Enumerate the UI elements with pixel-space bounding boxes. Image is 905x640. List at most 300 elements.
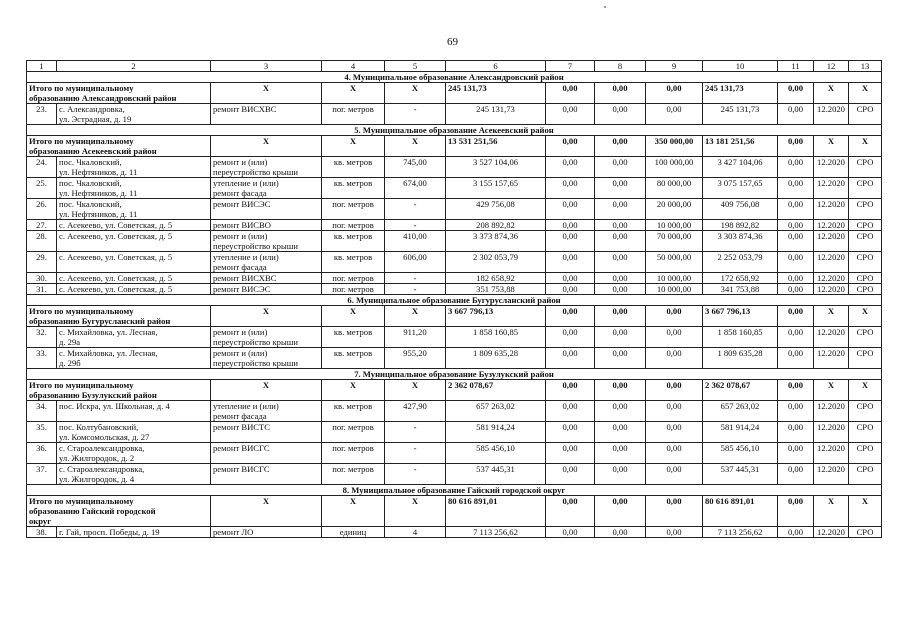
- fund-cell: 0,00: [546, 348, 595, 369]
- work-type-cell: ремонт ВИСГС: [211, 464, 322, 485]
- fund-cell: 0,00: [546, 443, 595, 464]
- owners-funds-cell: 80 616 891,01: [703, 496, 778, 527]
- address-cell: пос. Колтубановский, ул. Комсомольская, д. 27: [57, 422, 211, 443]
- work-type-cell: ремонт ЛО: [211, 527, 322, 538]
- section-title: 5. Муниципальное образование Асекеевский район: [27, 125, 882, 136]
- other-cell: 0,00: [778, 83, 814, 104]
- table-row: [27, 284, 882, 295]
- owners-funds-cell: 2 252 053,79: [703, 252, 778, 273]
- local-budget-cell: 0,00: [646, 496, 703, 527]
- work-type-cell: X: [211, 496, 322, 527]
- other-cell: 0,00: [778, 464, 814, 485]
- deadline-cell: X: [814, 380, 849, 401]
- budget-cell: 0,00: [595, 443, 646, 464]
- column-number-6: 6: [446, 61, 546, 72]
- table-body: [27, 72, 882, 538]
- column-number-12: 12: [814, 61, 849, 72]
- fund-cell: 0,00: [546, 306, 595, 327]
- volume-cell: -: [385, 220, 446, 231]
- row-number: 24.: [27, 157, 57, 178]
- volume-cell: 911,20: [385, 327, 446, 348]
- other-cell: 0,00: [778, 252, 814, 273]
- table-row: [27, 157, 882, 178]
- budget-cell: 0,00: [595, 104, 646, 125]
- budget-cell: 0,00: [595, 273, 646, 284]
- budget-cell: 0,00: [595, 496, 646, 527]
- cost-total-cell: 245 131,73: [446, 83, 546, 104]
- work-type-cell: ремонт ВИСЭС: [211, 199, 322, 220]
- deadline-cell: X: [814, 306, 849, 327]
- local-budget-cell: 0,00: [646, 443, 703, 464]
- unit-cell: кв. метров: [322, 401, 385, 422]
- volume-cell: -: [385, 284, 446, 295]
- deadline-cell: 12.2020: [814, 348, 849, 369]
- cost-total-cell: 581 914,24: [446, 422, 546, 443]
- method-cell: СРО: [849, 220, 882, 231]
- unit-cell: пог. метров: [322, 464, 385, 485]
- method-cell: СРО: [849, 104, 882, 125]
- address-cell: пос. Чкаловский, ул. Нефтяников, д. 11: [57, 199, 211, 220]
- local-budget-cell: 10 000,00: [646, 220, 703, 231]
- cost-total-cell: 3 527 104,06: [446, 157, 546, 178]
- unit-cell: кв. метров: [322, 157, 385, 178]
- method-cell: СРО: [849, 327, 882, 348]
- work-type-cell: ремонт ВИСГС: [211, 443, 322, 464]
- fund-cell: 0,00: [546, 104, 595, 125]
- method-cell: СРО: [849, 348, 882, 369]
- row-number: 33.: [27, 348, 57, 369]
- unit-cell: кв. метров: [322, 252, 385, 273]
- table-row: [27, 220, 882, 231]
- deadline-cell: 12.2020: [814, 464, 849, 485]
- row-number: 23.: [27, 104, 57, 125]
- address-cell: пос. Искра, ул. Школьная, д. 4: [57, 401, 211, 422]
- address-cell: с. Староалександровка, ул. Жилгородок, д. 4: [57, 464, 211, 485]
- section-header-row: [27, 485, 882, 496]
- cost-total-cell: 429 756,08: [446, 199, 546, 220]
- row-number: 38.: [27, 527, 57, 538]
- method-cell: СРО: [849, 527, 882, 538]
- budget-cell: 0,00: [595, 527, 646, 538]
- work-type-cell: X: [211, 380, 322, 401]
- owners-funds-cell: 657 263,02: [703, 401, 778, 422]
- volume-cell: -: [385, 199, 446, 220]
- deadline-cell: 12.2020: [814, 401, 849, 422]
- owners-funds-cell: 3 075 157,65: [703, 178, 778, 199]
- owners-funds-cell: 245 131,73: [703, 104, 778, 125]
- table-row: [27, 199, 882, 220]
- owners-funds-cell: 585 456,10: [703, 443, 778, 464]
- column-number-4: 4: [322, 61, 385, 72]
- section-header-row: [27, 369, 882, 380]
- work-type-cell: X: [211, 83, 322, 104]
- fund-cell: 0,00: [546, 380, 595, 401]
- other-cell: 0,00: [778, 327, 814, 348]
- other-cell: 0,00: [778, 443, 814, 464]
- fund-cell: 0,00: [546, 273, 595, 284]
- deadline-cell: 12.2020: [814, 443, 849, 464]
- address-cell: с. Михайловка, ул. Лесная, д. 29а: [57, 327, 211, 348]
- fund-cell: 0,00: [546, 422, 595, 443]
- cost-total-cell: 182 658,92: [446, 273, 546, 284]
- volume-cell: 745,00: [385, 157, 446, 178]
- other-cell: 0,00: [778, 422, 814, 443]
- table-row: [27, 464, 882, 485]
- fund-cell: 0,00: [546, 178, 595, 199]
- cost-total-cell: 537 445,31: [446, 464, 546, 485]
- section-title: 6. Муниципальное образование Бугурусланский район: [27, 295, 882, 306]
- method-cell: СРО: [849, 401, 882, 422]
- budget-cell: 0,00: [595, 83, 646, 104]
- address-cell: пос. Чкаловский, ул. Нефтяников, д. 11: [57, 178, 211, 199]
- fund-cell: 0,00: [546, 231, 595, 252]
- volume-cell: -: [385, 422, 446, 443]
- row-number: 28.: [27, 231, 57, 252]
- local-budget-cell: 0,00: [646, 327, 703, 348]
- work-type-cell: ремонт ВИСЭС: [211, 284, 322, 295]
- deadline-cell: 12.2020: [814, 422, 849, 443]
- budget-cell: 0,00: [595, 252, 646, 273]
- row-number: 32.: [27, 327, 57, 348]
- budget-cell: 0,00: [595, 220, 646, 231]
- method-cell: СРО: [849, 464, 882, 485]
- column-number-13: 13: [849, 61, 882, 72]
- work-type-cell: ремонт и (или) переустройство крыши: [211, 231, 322, 252]
- total-row: [27, 380, 882, 401]
- local-budget-cell: 0,00: [646, 306, 703, 327]
- other-cell: 0,00: [778, 104, 814, 125]
- fund-cell: 0,00: [546, 527, 595, 538]
- budget-cell: 0,00: [595, 231, 646, 252]
- unit-cell: пог. метров: [322, 104, 385, 125]
- total-label: Итого по муниципальному образованию Асекеевский район: [27, 136, 211, 157]
- budget-cell: 0,00: [595, 401, 646, 422]
- row-number: 36.: [27, 443, 57, 464]
- address-cell: пос. Чкаловский, ул. Нефтяников, д. 11: [57, 157, 211, 178]
- cost-total-cell: 657 263,02: [446, 401, 546, 422]
- unit-cell: пог. метров: [322, 443, 385, 464]
- row-number: 30.: [27, 273, 57, 284]
- local-budget-cell: 0,00: [646, 104, 703, 125]
- unit-cell: пог. метров: [322, 273, 385, 284]
- deadline-cell: 12.2020: [814, 284, 849, 295]
- fund-cell: 0,00: [546, 401, 595, 422]
- address-cell: с. Асекеево, ул. Советская, д. 5: [57, 284, 211, 295]
- cost-total-cell: 585 456,10: [446, 443, 546, 464]
- table-row: [27, 273, 882, 284]
- deadline-cell: 12.2020: [814, 327, 849, 348]
- method-cell: СРО: [849, 178, 882, 199]
- unit-cell: пог. метров: [322, 199, 385, 220]
- method-cell: СРО: [849, 231, 882, 252]
- total-row: [27, 136, 882, 157]
- column-number-7: 7: [546, 61, 595, 72]
- cost-total-cell: 13 531 251,56: [446, 136, 546, 157]
- budget-cell: 0,00: [595, 284, 646, 295]
- volume-cell: X: [385, 496, 446, 527]
- other-cell: 0,00: [778, 220, 814, 231]
- fund-cell: 0,00: [546, 464, 595, 485]
- method-cell: СРО: [849, 273, 882, 284]
- column-number-9: 9: [646, 61, 703, 72]
- fund-cell: 0,00: [546, 252, 595, 273]
- table-row: [27, 422, 882, 443]
- work-type-cell: утепление и (или) ремонт фасада: [211, 401, 322, 422]
- deadline-cell: 12.2020: [814, 273, 849, 284]
- local-budget-cell: 10 000,00: [646, 273, 703, 284]
- section-header-row: [27, 72, 882, 83]
- local-budget-cell: 20 000,00: [646, 199, 703, 220]
- local-budget-cell: 350 000,00: [646, 136, 703, 157]
- address-cell: с. Михайловка, ул. Лесная, д. 29б: [57, 348, 211, 369]
- volume-cell: 955,20: [385, 348, 446, 369]
- deadline-cell: 12.2020: [814, 157, 849, 178]
- method-cell: СРО: [849, 252, 882, 273]
- owners-funds-cell: 13 181 251,56: [703, 136, 778, 157]
- column-number-11: 11: [778, 61, 814, 72]
- table-row: [27, 527, 882, 538]
- method-cell: X: [849, 496, 882, 527]
- owners-funds-cell: 3 427 104,06: [703, 157, 778, 178]
- owners-funds-cell: 172 658,92: [703, 273, 778, 284]
- section-title: 7. Муниципальное образование Бузулукский район: [27, 369, 882, 380]
- volume-cell: X: [385, 380, 446, 401]
- fund-cell: 0,00: [546, 327, 595, 348]
- deadline-cell: 12.2020: [814, 199, 849, 220]
- budget-cell: 0,00: [595, 380, 646, 401]
- section-header-row: [27, 295, 882, 306]
- other-cell: 0,00: [778, 348, 814, 369]
- unit-cell: X: [322, 380, 385, 401]
- volume-cell: 4: [385, 527, 446, 538]
- work-type-cell: ремонт ВИСХВС: [211, 273, 322, 284]
- method-cell: СРО: [849, 199, 882, 220]
- column-number-row: [27, 61, 882, 72]
- scan-speck: [604, 6, 606, 8]
- other-cell: 0,00: [778, 380, 814, 401]
- other-cell: 0,00: [778, 231, 814, 252]
- column-number-8: 8: [595, 61, 646, 72]
- fund-cell: 0,00: [546, 220, 595, 231]
- local-budget-cell: 0,00: [646, 380, 703, 401]
- cost-total-cell: 7 113 256,62: [446, 527, 546, 538]
- other-cell: 0,00: [778, 496, 814, 527]
- section-title: 4. Муниципальное образование Александровский район: [27, 72, 882, 83]
- total-row: [27, 496, 882, 527]
- work-type-cell: ремонт ВИСВО: [211, 220, 322, 231]
- method-cell: СРО: [849, 284, 882, 295]
- table-row: [27, 178, 882, 199]
- unit-cell: пог. метров: [322, 422, 385, 443]
- total-label: Итого по муниципальному образованию Александровский район: [27, 83, 211, 104]
- total-row: [27, 306, 882, 327]
- work-type-cell: ремонт и (или) переустройство крыши: [211, 157, 322, 178]
- section-header-row: [27, 125, 882, 136]
- volume-cell: 410,00: [385, 231, 446, 252]
- local-budget-cell: 0,00: [646, 422, 703, 443]
- deadline-cell: 12.2020: [814, 252, 849, 273]
- column-number-1: 1: [27, 61, 57, 72]
- fund-cell: 0,00: [546, 136, 595, 157]
- volume-cell: X: [385, 306, 446, 327]
- row-number: 25.: [27, 178, 57, 199]
- unit-cell: X: [322, 136, 385, 157]
- cost-total-cell: 3 373 874,36: [446, 231, 546, 252]
- unit-cell: кв. метров: [322, 348, 385, 369]
- total-label: Итого по муниципальному образованию Бузулукский район: [27, 380, 211, 401]
- address-cell: с. Староалександровка, ул. Жилгородок, д. 2: [57, 443, 211, 464]
- local-budget-cell: 100 000,00: [646, 157, 703, 178]
- cost-total-cell: 2 302 053,79: [446, 252, 546, 273]
- cost-total-cell: 208 892,82: [446, 220, 546, 231]
- volume-cell: X: [385, 136, 446, 157]
- unit-cell: X: [322, 496, 385, 527]
- budget-cell: 0,00: [595, 306, 646, 327]
- deadline-cell: 12.2020: [814, 178, 849, 199]
- owners-funds-cell: 341 753,88: [703, 284, 778, 295]
- budget-cell: 0,00: [595, 464, 646, 485]
- owners-funds-cell: 3 303 874,36: [703, 231, 778, 252]
- method-cell: СРО: [849, 422, 882, 443]
- deadline-cell: X: [814, 496, 849, 527]
- table-row: [27, 104, 882, 125]
- other-cell: 0,00: [778, 199, 814, 220]
- method-cell: СРО: [849, 157, 882, 178]
- unit-cell: кв. метров: [322, 327, 385, 348]
- work-type-cell: ремонт ВИСТС: [211, 422, 322, 443]
- other-cell: 0,00: [778, 178, 814, 199]
- owners-funds-cell: 3 667 796,13: [703, 306, 778, 327]
- fund-cell: 0,00: [546, 199, 595, 220]
- unit-cell: пог. метров: [322, 220, 385, 231]
- local-budget-cell: 50 000,00: [646, 252, 703, 273]
- deadline-cell: 12.2020: [814, 527, 849, 538]
- row-number: 31.: [27, 284, 57, 295]
- row-number: 37.: [27, 464, 57, 485]
- other-cell: 0,00: [778, 136, 814, 157]
- other-cell: 0,00: [778, 527, 814, 538]
- column-number-3: 3: [211, 61, 322, 72]
- table-row: [27, 327, 882, 348]
- cost-total-cell: 1 809 635,28: [446, 348, 546, 369]
- column-number-2: 2: [57, 61, 211, 72]
- local-budget-cell: 0,00: [646, 464, 703, 485]
- local-budget-cell: 10 000,00: [646, 284, 703, 295]
- cost-total-cell: 3 155 157,65: [446, 178, 546, 199]
- work-type-cell: утепление и (или) ремонт фасада: [211, 178, 322, 199]
- budget-cell: 0,00: [595, 348, 646, 369]
- cost-total-cell: 3 667 796,13: [446, 306, 546, 327]
- volume-cell: 606,00: [385, 252, 446, 273]
- fund-cell: 0,00: [546, 496, 595, 527]
- local-budget-cell: 0,00: [646, 527, 703, 538]
- other-cell: 0,00: [778, 157, 814, 178]
- deadline-cell: 12.2020: [814, 220, 849, 231]
- budget-cell: 0,00: [595, 199, 646, 220]
- row-number: 27.: [27, 220, 57, 231]
- address-cell: г. Гай, просп. Победы, д. 19: [57, 527, 211, 538]
- fund-cell: 0,00: [546, 157, 595, 178]
- row-number: 26.: [27, 199, 57, 220]
- volume-cell: -: [385, 464, 446, 485]
- capital-repair-table: [26, 60, 882, 538]
- other-cell: 0,00: [778, 273, 814, 284]
- work-type-cell: ремонт и (или) переустройство крыши: [211, 348, 322, 369]
- volume-cell: -: [385, 443, 446, 464]
- unit-cell: X: [322, 306, 385, 327]
- budget-cell: 0,00: [595, 136, 646, 157]
- local-budget-cell: 0,00: [646, 83, 703, 104]
- deadline-cell: 12.2020: [814, 231, 849, 252]
- volume-cell: 674,00: [385, 178, 446, 199]
- local-budget-cell: 0,00: [646, 401, 703, 422]
- cost-total-cell: 80 616 891,01: [446, 496, 546, 527]
- volume-cell: X: [385, 83, 446, 104]
- method-cell: X: [849, 83, 882, 104]
- cost-total-cell: 351 753,88: [446, 284, 546, 295]
- work-type-cell: X: [211, 136, 322, 157]
- section-title: 8. Муниципальное образование Гайский городской округ: [27, 485, 882, 496]
- other-cell: 0,00: [778, 401, 814, 422]
- fund-cell: 0,00: [546, 284, 595, 295]
- row-number: 35.: [27, 422, 57, 443]
- unit-cell: единиц: [322, 527, 385, 538]
- table-row: [27, 231, 882, 252]
- owners-funds-cell: 537 445,31: [703, 464, 778, 485]
- work-type-cell: ремонт и (или) переустройство крыши: [211, 327, 322, 348]
- table-row: [27, 443, 882, 464]
- address-cell: с. Асекеево, ул. Советская, д. 5: [57, 252, 211, 273]
- table-row: [27, 348, 882, 369]
- local-budget-cell: 80 000,00: [646, 178, 703, 199]
- unit-cell: X: [322, 83, 385, 104]
- column-number-5: 5: [385, 61, 446, 72]
- volume-cell: 427,90: [385, 401, 446, 422]
- owners-funds-cell: 2 362 078,67: [703, 380, 778, 401]
- budget-cell: 0,00: [595, 422, 646, 443]
- cost-total-cell: 245 131,73: [446, 104, 546, 125]
- address-cell: с. Александровка, ул. Эстрадная, д. 19: [57, 104, 211, 125]
- total-label: Итого по муниципальному образованию Гайский городской округ: [27, 496, 211, 527]
- row-number: 34.: [27, 401, 57, 422]
- address-cell: с. Асекеево, ул. Советская, д. 5: [57, 220, 211, 231]
- volume-cell: -: [385, 104, 446, 125]
- cost-total-cell: 1 858 160,85: [446, 327, 546, 348]
- address-cell: с. Асекеево, ул. Советская, д. 5: [57, 273, 211, 284]
- unit-cell: пог. метров: [322, 284, 385, 295]
- page-number: 69: [447, 36, 458, 48]
- owners-funds-cell: 409 756,08: [703, 199, 778, 220]
- deadline-cell: 12.2020: [814, 104, 849, 125]
- total-label: Итого по муниципальному образованию Бугурусланский район: [27, 306, 211, 327]
- cost-total-cell: 2 362 078,67: [446, 380, 546, 401]
- budget-cell: 0,00: [595, 327, 646, 348]
- deadline-cell: X: [814, 83, 849, 104]
- owners-funds-cell: 1 809 635,28: [703, 348, 778, 369]
- deadline-cell: X: [814, 136, 849, 157]
- budget-cell: 0,00: [595, 157, 646, 178]
- local-budget-cell: 70 000,00: [646, 231, 703, 252]
- address-cell: с. Асекеево, ул. Советская, д. 5: [57, 231, 211, 252]
- local-budget-cell: 0,00: [646, 348, 703, 369]
- method-cell: X: [849, 136, 882, 157]
- method-cell: X: [849, 306, 882, 327]
- work-type-cell: X: [211, 306, 322, 327]
- owners-funds-cell: 7 113 256,62: [703, 527, 778, 538]
- owners-funds-cell: 245 131,73: [703, 83, 778, 104]
- owners-funds-cell: 198 892,82: [703, 220, 778, 231]
- table-row: [27, 401, 882, 422]
